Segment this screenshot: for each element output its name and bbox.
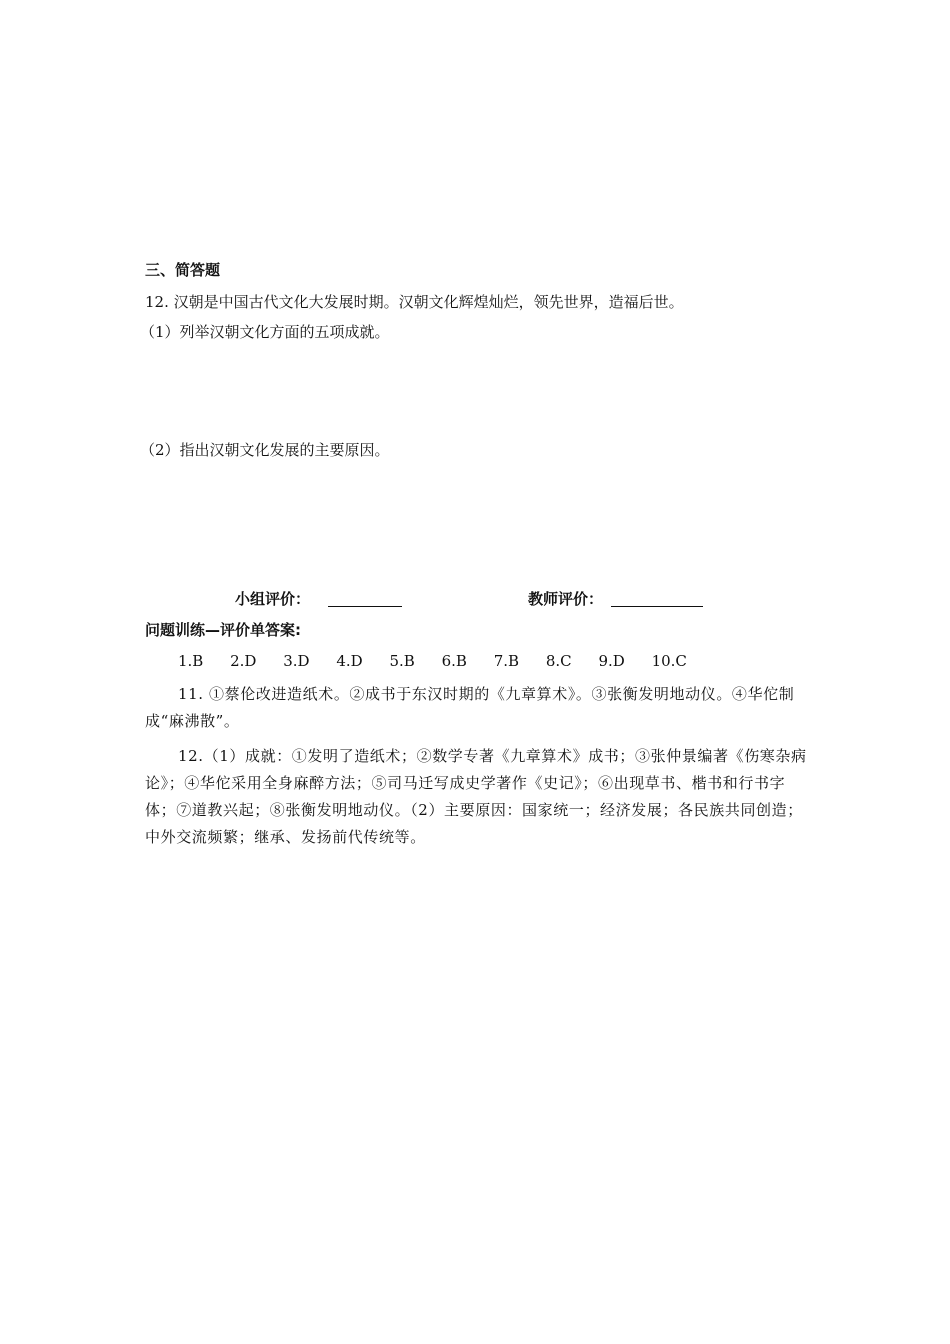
section-heading: 三、简答题 [145,261,221,279]
question-12-part-2: （2）指出汉朝文化发展的主要原因。 [140,441,390,459]
mc-answer: 3.D [283,652,310,670]
mc-answer: 9.D [598,652,625,670]
mc-answer: 8.C [545,652,572,670]
group-evaluation-blank[interactable] [328,606,402,607]
question-12-stem: 12. 汉朝是中国古代文化大发展时期。汉朝文化辉煌灿烂，领先世界，造福后世。 [145,293,684,311]
multiple-choice-answers [178,650,709,672]
mc-answer: 5.B [389,652,415,670]
group-evaluation-label: 小组评价： [235,590,311,608]
answer-q12: 12.（1）成就：①发明了造纸术；②数学专著《九章算术》成书；③张仲景编著《伤寒杂病论》；④华佗采用全身麻醉方法；⑤司马迁写成史学著作《史记》；⑥出现草书、楷书和行书字体；⑦道教兴起；⑧张衡发明地动仪。（2）主要原因：国家统一；经济发展；各民族共同创造；中外交流频繁；继承、发扬前代传统等。 [145,747,807,846]
question-12-part-1: （1）列举汉朝文化方面的五项成就。 [140,323,390,341]
teacher-evaluation-blank[interactable] [611,606,703,607]
answer-q11: 11. ①蔡伦改进造纸术。②成书于东汉时期的《九章算术》。③张衡发明地动仪。④华佗制成“麻沸散”。 [145,685,795,730]
mc-answer: 2.D [230,652,257,670]
evaluation-row [145,588,810,612]
mc-answer: 7.B [493,652,520,670]
mc-answer: 10.C [651,652,687,670]
teacher-evaluation-label: 教师评价： [528,590,604,608]
mc-answer: 1.B [178,652,204,670]
mc-answer: 4.D [336,652,363,670]
answers-heading: 问题训练—评价单答案: [145,621,301,639]
mc-answer: 6.B [441,652,467,670]
